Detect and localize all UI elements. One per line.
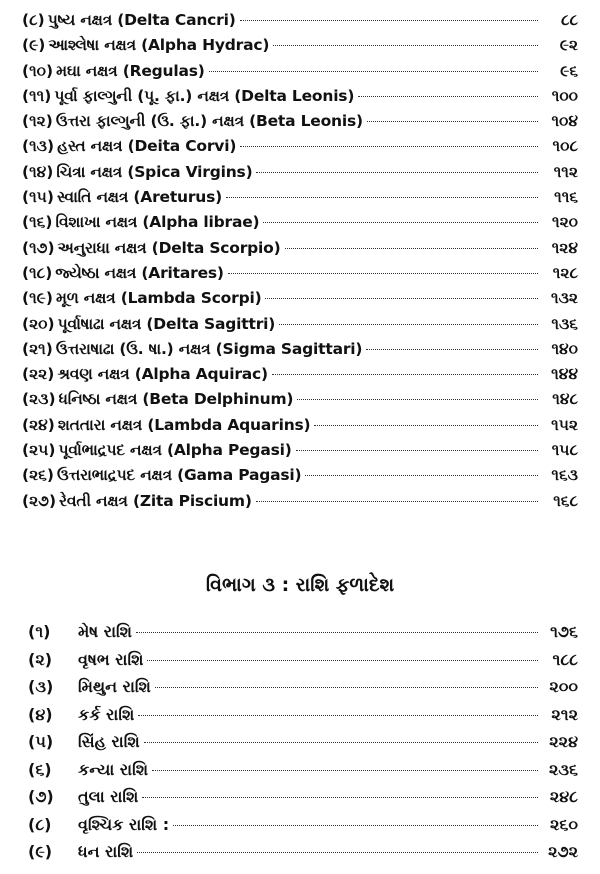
entry-page-number: ૨૪૮ [549,787,578,806]
entry-page-number: ૧૩૬ [551,314,578,333]
toc-entry [22,362,578,387]
entry-page-number: ૧૦૪ [551,112,578,131]
toc-entry [22,160,578,185]
entry-number: (૨૫) [22,441,56,460]
toc-entry [28,701,578,729]
entry-page-number: ૧૫૨ [551,415,578,434]
entry-title: પૂર્વા ફાલ્ગુની (પૂ. ફા.) નક્ષત્ર (Delta Leonis) [54,86,355,105]
entry-page-number: ૨૧૨ [551,704,578,724]
entry-page-number: ૨૦૦ [549,677,578,696]
entry-page-number: ૧૪૪ [551,365,578,384]
toc-entry [22,134,578,159]
dot-leader [173,825,538,826]
entry-page-number: ૧૪૮ [552,390,578,409]
dot-leader [256,501,538,502]
dot-leader [285,248,538,249]
toc-entry [28,811,578,839]
entry-number: (૨૦) [22,314,55,333]
toc-entry [22,84,578,109]
toc-entry [22,109,578,134]
dot-leader [297,399,538,400]
toc-entry [28,673,578,701]
entry-number: (૨) [28,649,53,669]
dot-leader [209,71,538,72]
entry-title: જ્યેષ્ઠા નક્ષત્ર (Aritares) [55,263,224,282]
entry-number: (૧૬) [22,213,53,232]
toc-entry [22,489,578,514]
toc-entry [28,618,578,646]
entry-page-number: ૧૧૨ [553,162,578,181]
entry-page-number: ૮૮ [560,11,578,29]
entry-title: પૂર્વાભાદ્રપદ નક્ષત્ર (Alpha Pegasi) [58,441,292,460]
toc-entry [22,59,578,84]
entry-page-number: ૧૦૦ [551,86,578,105]
toc-entry [22,463,578,488]
entry-page-number: ૨૭૨ [548,842,578,861]
entry-page-number: ૧૫૮ [551,441,578,460]
entry-title: અનુરાધા નક્ષત્ર (Delta Scorpio) [57,238,281,257]
toc-entry [22,387,578,412]
dot-leader [314,425,538,426]
entry-page-number: ૧૭૬ [550,622,578,641]
entry-page-number: ૧૬૩ [551,466,578,485]
entry-page-number: ૯૨ [559,36,578,55]
entry-title: પૂર્વાષાઢા નક્ષત્ર (Delta Sagittri) [57,314,276,333]
dot-leader [226,197,538,198]
toc-entry [22,337,578,362]
entry-number: (૧૪) [22,162,54,181]
entry-number: (૧૩) [22,137,55,156]
entry-title: ઉત્તરા ફાલ્ગુની (ઉ. ફા.) નક્ષત્ર (Beta Leonis) [55,112,363,131]
dot-leader [240,20,538,21]
entry-number: (૮) [22,11,45,29]
entry-page-number: ૧૦૮ [552,137,578,156]
entry-number: (૨૬) [22,466,54,485]
toc-entry [22,33,578,58]
entry-page-number: ૯૬ [560,61,578,80]
entry-number: (૧૫) [22,188,54,207]
dot-leader [144,742,538,743]
entry-title: મૂળ નક્ષત્ર (Lambda Scorpi) [55,289,262,308]
dot-leader [263,222,538,223]
entry-number: (૧૧) [22,86,52,105]
dot-leader [366,349,538,350]
entry-number: (૧૨) [22,112,53,131]
entry-title: વિશાખા નક્ષત્ર (Alpha librae) [55,213,260,232]
entry-number: (૧૭) [22,238,55,257]
entry-number: (૨૪) [22,415,55,434]
entry-page-number: ૧૬૮ [553,491,578,510]
entry-title: ચિત્રા નક્ષત્ર (Spica Virgins) [56,162,253,181]
entry-title: પુષ્ય નક્ષત્ર (Delta Cancri) [47,11,236,29]
dot-leader [265,298,538,299]
entry-title: શ્રવણ નક્ષત્ર (Alpha Aquirac) [57,365,268,384]
entry-title: ઉત્તરાભાદ્રપદ નક્ષત્ર (Gama Pagasi) [56,466,302,485]
entry-number: (૫) [28,732,54,751]
entry-number: (૧૯) [22,289,53,308]
toc-entry [22,210,578,235]
dot-leader [272,374,538,375]
entry-title: વૃષભ રાશિ [78,649,144,669]
dot-leader [240,146,538,147]
entry-number: (૯) [22,36,46,55]
entry-title: હસ્ત નક્ષત્ર (Deita Corvi) [57,137,237,156]
toc-entry [28,646,578,674]
dot-leader [152,770,538,771]
toc-entry [28,728,578,756]
dot-leader [305,475,538,476]
dot-leader [228,273,538,274]
entry-page-number: ૧૨૮ [552,263,578,282]
dot-leader [147,660,538,661]
entry-number: (૧૦) [22,61,54,80]
entry-page-number: ૧૨૦ [551,213,578,232]
entry-title: તુલા રાશિ [78,787,139,806]
entry-number: (૭) [28,787,54,806]
entry-number: (૨૨) [22,365,55,384]
entry-title: રેવતી નક્ષત્ર (Zita Piscium) [59,491,252,510]
entry-number: (૮) [28,814,52,834]
toc-entry [22,312,578,337]
section-heading: વિભાગ ૩ : રાશિ ફળાદેશ [205,574,395,596]
entry-number: (૨૧) [22,339,53,358]
entry-page-number: ૨૬૦ [550,814,578,834]
toc-entry [22,438,578,463]
entry-number: (૩) [28,677,54,696]
toc-entry [22,236,578,261]
dot-leader [138,715,538,716]
entry-title: કન્યા રાશિ [78,759,149,779]
dot-leader [273,45,538,46]
entry-number: (૧) [28,622,51,641]
toc-entry [28,756,578,784]
toc-entry [22,261,578,286]
toc-entry [22,8,578,33]
entry-title: ધનિષ્ઠા નક્ષત્ર (Beta Delphinum) [58,390,294,409]
nakshatra-toc-list [22,8,578,514]
entry-page-number: ૨૨૪ [549,732,578,751]
entry-page-number: ૧૩૨ [550,289,578,308]
entry-page-number: ૧૪૦ [551,339,578,358]
entry-title: આશ્લેષા નક્ષત્ર (Alpha Hydrac) [48,36,270,55]
dot-leader [155,687,538,688]
entry-number: (૨૩) [22,390,56,409]
entry-page-number: ૨૩૬ [548,759,578,779]
toc-entry [28,783,578,811]
entry-number: (૬) [28,759,52,779]
dot-leader [367,121,538,122]
dot-leader [279,324,538,325]
dot-leader [136,632,538,633]
entry-page-number: ૧૧૬ [554,188,578,207]
entry-number: (૧૮) [22,263,53,282]
dot-leader [296,450,538,451]
entry-title: સિંહ રાશિ [78,732,140,751]
toc-entry [28,838,578,866]
dot-leader [256,172,538,173]
entry-page-number: ૧૨૪ [551,238,578,257]
dot-leader [137,852,538,853]
entry-title: ધન રાશિ [78,842,134,861]
entry-number: (૪) [28,704,53,724]
dot-leader [142,797,538,798]
entry-title: સ્વાતિ નક્ષત્ર (Areturus) [56,188,223,207]
dot-leader [358,96,538,97]
toc-entry [22,413,578,438]
toc-entry [22,185,578,210]
entry-title: મઘા નક્ષત્ર (Regulas) [56,61,205,80]
entry-title: મિથુન રાશિ [78,677,151,696]
toc-entry [22,286,578,311]
entry-number: (૨૭) [22,491,57,510]
entry-title: મેષ રાશિ [78,622,132,641]
entry-title: શતતારા નક્ષત્ર (Lambda Aquarins) [57,415,311,434]
entry-title: ઉત્તરાષાઢા (ઉ. ષા.) નક્ષત્ર (Sigma Sagittari) [55,339,363,358]
entry-title: વૃશ્ચિક રાશિ : [78,814,170,834]
rashi-toc-list [28,618,578,866]
entry-title: કર્ક રાશિ [78,704,135,724]
entry-page-number: ૧૮૮ [552,649,578,669]
entry-number: (૯) [28,842,53,861]
